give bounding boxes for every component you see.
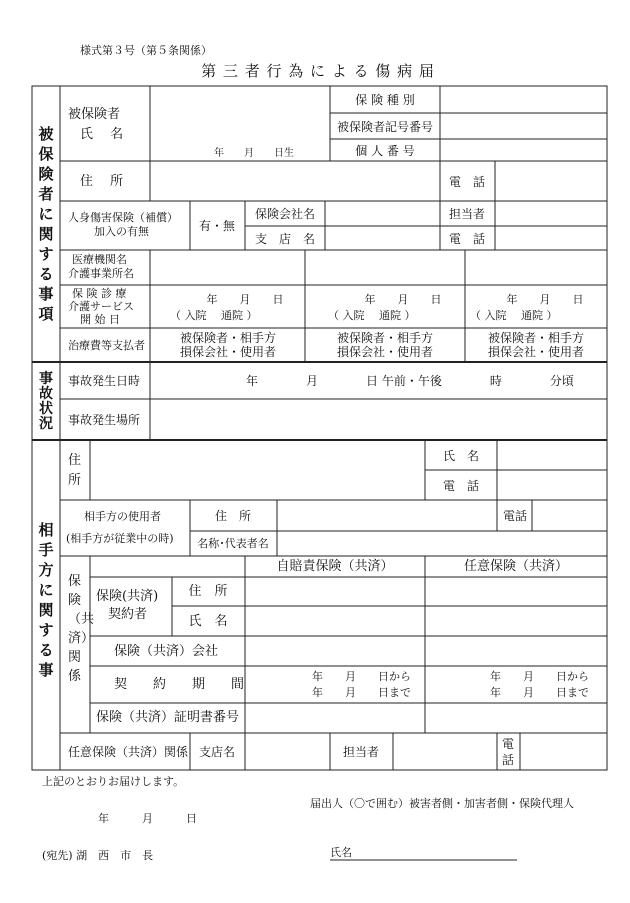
personal-injury-yes-no[interactable]: 有・無 [198, 219, 236, 233]
payer-options-1b[interactable]: 損保会社・使用者 [179, 345, 277, 359]
start-date-label-3: 開 始 日 [80, 313, 120, 326]
branch-phone-field[interactable] [497, 228, 609, 250]
branch-phone-label: 電 話 [448, 232, 486, 246]
voluntary-phone-field[interactable] [522, 735, 609, 770]
employer-address-label: 住 所 [214, 509, 252, 523]
start-date-status-1: （ 入院 通院 ） [170, 309, 258, 322]
accident-date-label: 事故発生日時 [68, 374, 141, 388]
voluntary-relation-label: 任意保険（共済）関係 [68, 745, 189, 759]
symbol-number-field[interactable] [442, 115, 609, 139]
counterparty-name-field[interactable] [499, 442, 609, 470]
care-facility-label: 介護事業所名 [68, 267, 134, 280]
start-date-status-2: （ 入院 通院 ） [328, 309, 416, 322]
counterparty-name-label: 氏 名 [442, 449, 480, 463]
form-number: 様式第３号（第５条関係） [80, 44, 212, 57]
branch-field[interactable] [327, 228, 442, 250]
insurance-relation-label: 保険（共済）関係 [68, 574, 95, 684]
symbol-number-label: 被保険者記号番号 [336, 120, 434, 134]
representative-field[interactable] [279, 533, 609, 556]
footer-name-field[interactable] [355, 844, 519, 861]
accident-date-line: 年 月 日 午前・午後 時 分頃 [246, 374, 574, 388]
insurance-company-voluntary-field[interactable] [427, 638, 609, 666]
voluntary-branch-label: 支店名 [198, 745, 236, 759]
voluntary-branch-field[interactable] [247, 735, 332, 770]
form-title: 第 三 者 行 為 に よ る 傷 病 届 [201, 62, 435, 80]
medical-institution-field-3[interactable] [467, 252, 609, 285]
medical-institution-field-1[interactable] [152, 252, 307, 285]
contact-person-label: 担当者 [448, 207, 486, 221]
voluntary-phone-label-2: 話 [501, 753, 515, 767]
start-date-ymd-3: 年 月 日 [506, 293, 584, 306]
contractor-address-compulsory-field[interactable] [247, 579, 427, 606]
compulsory-period-from: 年 月 日から [312, 670, 411, 683]
section-label-insured: 被保険者に関する事項 [38, 125, 54, 323]
contractor-name-voluntary-field[interactable] [427, 608, 609, 636]
personal-number-label: 個 人 番 号 [355, 144, 415, 158]
counterparty-phone-field[interactable] [499, 472, 609, 500]
footer-submitter[interactable]: 届出人（〇で囲む）被害者側・加害者側・保険代理人 [310, 797, 574, 810]
accident-place-field[interactable] [152, 401, 609, 440]
employer-label: 相手方の使用者 [84, 510, 161, 523]
employer-phone-label: 電話 [502, 509, 528, 523]
start-date-label-2: 介護サービス [68, 300, 134, 313]
insured-phone-field[interactable] [497, 163, 609, 201]
payer-options-1a[interactable]: 被保険者・相手方 [179, 331, 277, 345]
branch-label: 支 店 名 [254, 232, 316, 246]
voluntary-insurance-header: 任意保険（共済） [463, 559, 569, 574]
employer-address-field[interactable] [279, 502, 499, 531]
section-label-accident: 事故状況 [39, 371, 53, 432]
insured-address-field[interactable] [152, 163, 442, 201]
contractor-name-compulsory-field[interactable] [247, 608, 427, 636]
contractor-name-label: 氏 名 [188, 614, 228, 629]
contractor-address-voluntary-field[interactable] [427, 579, 609, 606]
certificate-number-compulsory-field[interactable] [247, 705, 427, 733]
payer-options-2a[interactable]: 被保険者・相手方 [336, 331, 434, 345]
certificate-number-voluntary-field[interactable] [427, 705, 609, 733]
birth-date-label: 年 月 日生 [214, 148, 294, 159]
insurance-company-compulsory-field[interactable] [247, 638, 427, 666]
footer-addressee: (宛先) 湖 西 市 長 [42, 849, 154, 862]
certificate-number-label: 保険（共済）証明書番号 [96, 710, 240, 725]
start-date-label: 保 険 診 療 [72, 287, 127, 300]
contractor-label: 保険(共済) [96, 589, 159, 604]
counterparty-phone-label: 電 話 [442, 479, 480, 493]
footer-statement: 上記のとおりお届けします。 [42, 775, 185, 788]
voluntary-contact-label: 担当者 [342, 745, 380, 759]
personal-injury-label: 人身傷害保険（補償） [68, 211, 178, 224]
payer-options-2b[interactable]: 損保会社・使用者 [336, 345, 434, 359]
voluntary-contact-field[interactable] [395, 735, 499, 770]
payer-options-3b[interactable]: 損保会社・使用者 [487, 345, 585, 359]
voluntary-period-from: 年 月 日から [490, 670, 589, 683]
personal-injury-label-2: 加入の有無 [94, 225, 149, 238]
insurance-type-label: 保 険 種 別 [355, 93, 415, 107]
insured-name-label-2: 氏 名 [80, 127, 124, 142]
start-date-ymd-2: 年 月 日 [364, 293, 442, 306]
section-label-counterparty: 相手方に関する事 [38, 521, 54, 679]
counterparty-address-field[interactable] [92, 442, 427, 500]
employer-phone-field[interactable] [534, 502, 609, 531]
insured-name-field[interactable] [152, 88, 332, 145]
personal-number-field[interactable] [442, 141, 609, 161]
voluntary-period-to: 年 月 日まで [490, 686, 589, 699]
payer-label: 治療費等支払者 [68, 339, 145, 352]
medical-institution-field-2[interactable] [307, 252, 467, 285]
insurance-company-label: 保険（共済）会社 [114, 644, 219, 659]
footer-date: 年 月 日 [98, 812, 197, 825]
start-date-ymd-1: 年 月 日 [206, 293, 284, 306]
voluntary-phone-label: 電 [501, 737, 515, 751]
insurer-name-field[interactable] [327, 203, 442, 226]
footer-name-label: 氏名 [330, 846, 352, 859]
contractor-label-2: 契約者 [108, 607, 148, 622]
compulsory-period-to: 年 月 日まで [312, 686, 411, 699]
compulsory-insurance-header: 自賠責保険（共済） [276, 559, 394, 574]
medical-institution-label: 医療機関名 [72, 253, 127, 266]
payer-options-3a[interactable]: 被保険者・相手方 [487, 331, 585, 345]
insurance-type-field[interactable] [442, 88, 609, 113]
insured-address-label: 住 所 [80, 174, 124, 189]
insured-name-label: 被保険者 [68, 107, 121, 122]
contact-person-field[interactable] [497, 203, 609, 226]
representative-label: 名称･代表者名 [197, 537, 269, 550]
counterparty-address-label-2: 所 [68, 473, 82, 488]
contract-period-label: 契 約 期 間 [114, 677, 245, 692]
insured-phone-label: 電 話 [448, 175, 486, 189]
start-date-status-3: （ 入院 通院 ） [470, 309, 558, 322]
contractor-address-label: 住 所 [188, 584, 228, 599]
employer-label-2: (相手方が従業中の時) [66, 532, 174, 545]
insurer-name-label: 保険会社名 [254, 207, 316, 221]
accident-place-label: 事故発生場所 [68, 413, 141, 427]
counterparty-address-label: 住 [68, 453, 82, 468]
